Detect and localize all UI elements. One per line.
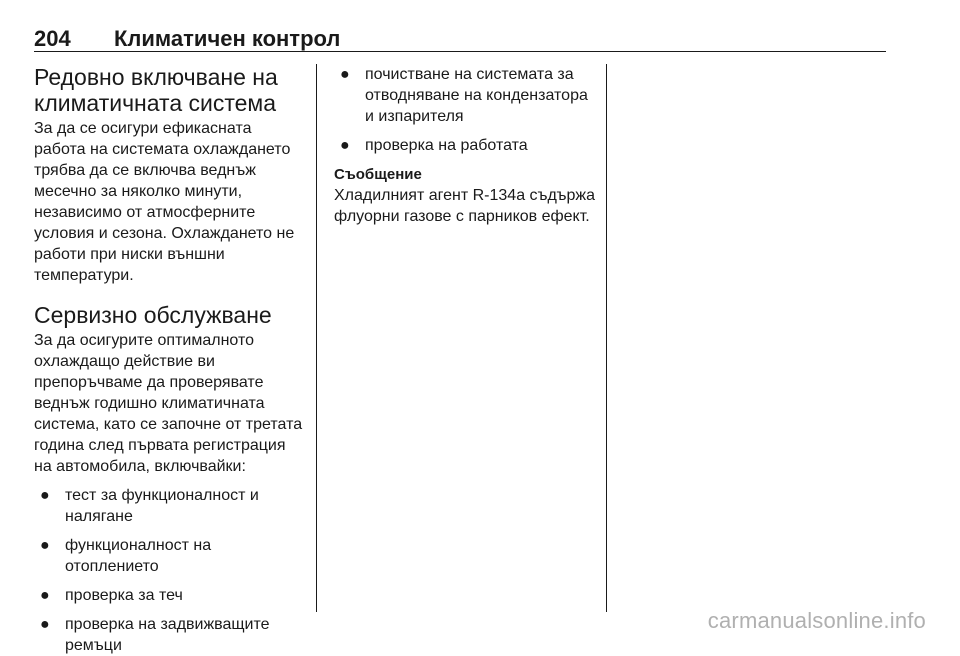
note-title: Съобщение (334, 166, 422, 183)
column-left (34, 64, 306, 656)
list-item: ● проверка за теч (40, 587, 183, 604)
service-checklist-continued (334, 64, 598, 156)
section-regular-use (34, 64, 306, 286)
bullet-icon: ● (40, 537, 50, 554)
list-item: ● функционалност на отоплението (40, 537, 212, 575)
list-item: ● тест за функционалност и налягане (40, 487, 259, 525)
section-heading-regular-use: Редовно включване на климатичната система (34, 64, 278, 116)
section-heading-service: Сервизно обслужване (34, 302, 272, 328)
list-item: ● почистване на системата за отводняване на кондензатора и изпарителя (340, 66, 588, 125)
bullet-icon: ● (40, 487, 50, 504)
header-divider (34, 51, 886, 52)
list-item: ● проверка на работата (340, 137, 528, 154)
section-body-service: За да осигурите оптималното охлаждащо действие ви препоръчваме да проверявате веднъж годишно климатичната система, като се започне от третата година след първата регистрация на автомобила, включвайки: (34, 332, 303, 475)
site-watermark: carmanualsonline.info (707, 608, 926, 633)
bullet-icon: ● (40, 587, 50, 604)
section-service (34, 302, 306, 656)
page-header (34, 26, 886, 52)
chapter-title: Климатичен контрол (114, 26, 341, 51)
bullet-icon: ● (340, 66, 350, 83)
list-item: ● проверка на задвижващите ремъци (40, 616, 270, 654)
column-middle (334, 64, 598, 227)
bullet-icon: ● (40, 616, 50, 633)
column-divider-right (606, 64, 607, 612)
section-body-regular-use: За да се осигури ефикасната работа на системата охлаждането трябва да се включва веднъж месечно за няколко минути, независимо от атмосферните условия и сезона. Охлаждането не работи при ниски външни температури. (34, 120, 295, 284)
page-number: 204 (34, 26, 71, 51)
service-checklist (34, 485, 306, 656)
bullet-icon: ● (340, 137, 350, 154)
note-block (334, 164, 598, 227)
note-text: Хладилният агент R-134a съдържа флуорни газове с парников ефект. (334, 187, 596, 225)
column-divider-left (316, 64, 317, 612)
